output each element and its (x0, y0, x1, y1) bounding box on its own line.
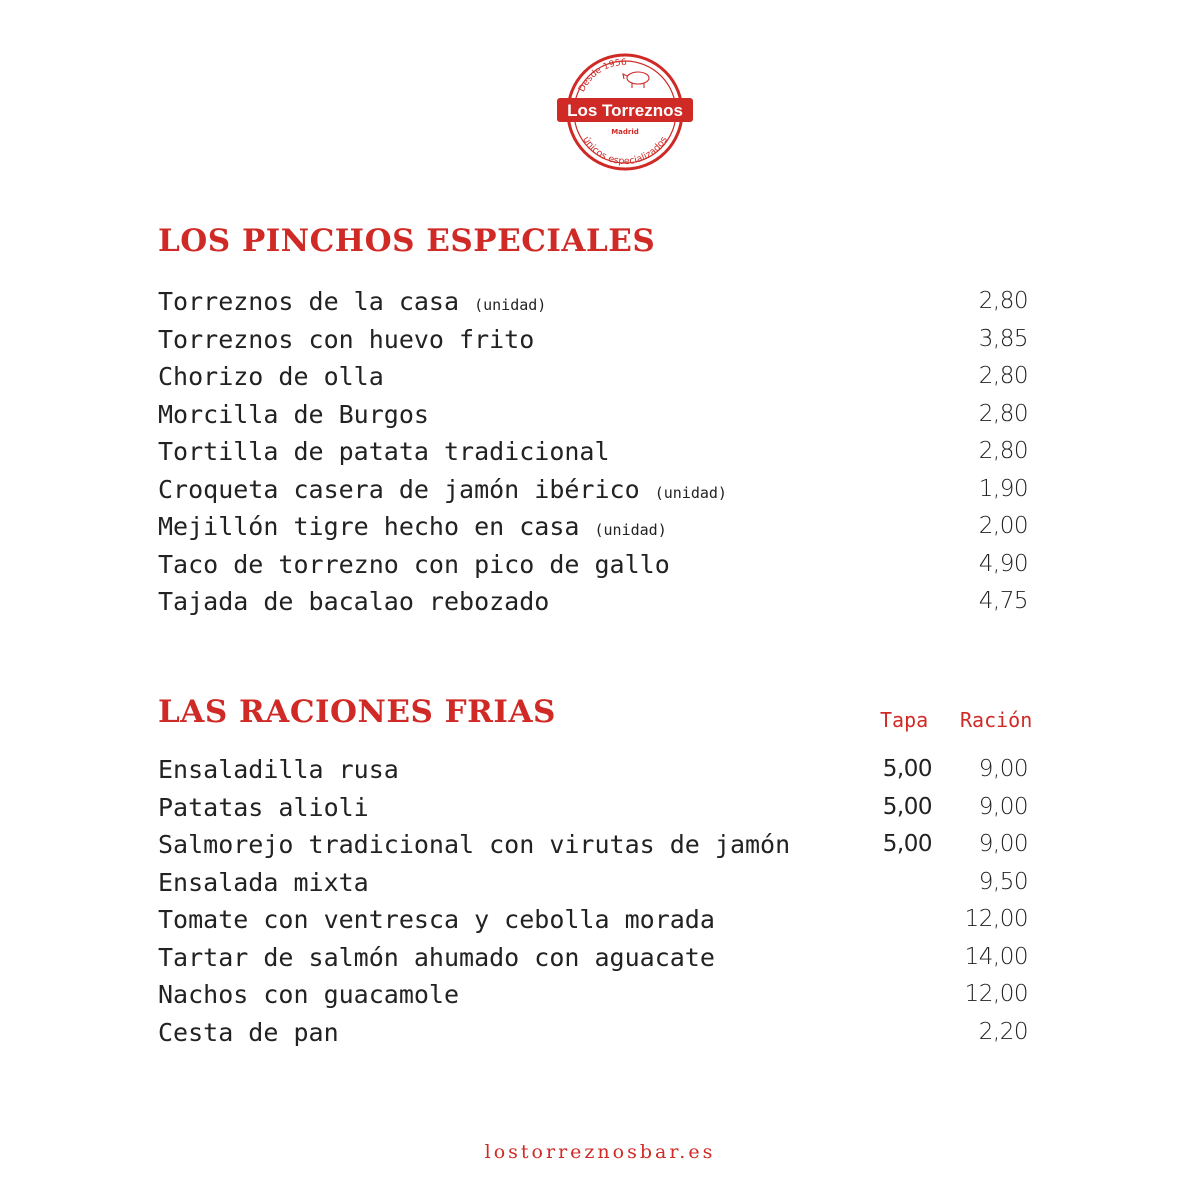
raciones-list (158, 751, 1038, 1051)
item-name: Salmorejo tradicional con virutas de jamón (158, 830, 791, 859)
list-item (158, 826, 1038, 864)
list-item (158, 789, 1038, 827)
item-note: (unidad) (474, 296, 547, 314)
item-name (158, 358, 384, 396)
list-item (158, 901, 1038, 939)
los-torreznos-logo (556, 52, 694, 172)
item-name-text: Mejillón tigre hecho en casa (158, 512, 580, 541)
item-name (158, 433, 610, 471)
item-name (158, 546, 670, 584)
item-note: (unidad) (594, 521, 667, 539)
item-name: Nachos con guacamole (158, 980, 460, 1009)
list-item (158, 976, 1038, 1014)
item-price: 4,75 (978, 588, 1028, 614)
item-name: Ensaladilla rusa (158, 755, 399, 784)
column-header-tapa: Tapa (880, 708, 929, 732)
item-price-racion: 9,50 (978, 868, 1028, 895)
item-price: 3,85 (978, 325, 1028, 352)
item-price-racion: 9,00 (978, 756, 1028, 782)
logo-name: Los Torreznos (567, 101, 683, 120)
logo-top-text: Desde 1956 (577, 57, 627, 94)
list-item (158, 546, 1038, 584)
item-price: 2,00 (978, 513, 1028, 539)
list-item (158, 396, 1038, 434)
item-name: Ensalada mixta (158, 867, 369, 897)
item-price: 2,80 (978, 363, 1028, 389)
list-item (158, 751, 1038, 789)
item-name-text: Taco de torrezno con pico de gallo (158, 549, 670, 579)
item-price-racion: 2,20 (978, 1018, 1028, 1045)
list-item (158, 939, 1038, 977)
item-price: 2,80 (978, 400, 1028, 427)
logo-bottom-text: únicos especializados (580, 134, 670, 168)
item-name: Cesta de pan (158, 1017, 339, 1047)
list-item (158, 358, 1038, 396)
item-name-text: Torreznos con huevo frito (158, 324, 535, 354)
item-price-racion: 12,00 (964, 981, 1028, 1007)
item-price-racion: 9,00 (978, 831, 1028, 857)
section-title-raciones: LAS RACIONES FRIAS (158, 694, 556, 730)
item-name-text: Morcilla de Burgos (158, 399, 429, 429)
item-note: (unidad) (654, 483, 727, 502)
list-item (158, 583, 1038, 621)
svg-text:Desde 1956 (577, 58, 627, 94)
item-name-text: Torreznos de la casa (158, 287, 460, 316)
item-name-text: Chorizo de olla (158, 362, 384, 391)
pinchos-list (158, 283, 1038, 621)
column-header-racion: Ración (960, 708, 1033, 732)
item-price-tapa: 5,00 (882, 831, 932, 857)
logo-city: Madrid (611, 128, 639, 136)
list-item (158, 433, 1038, 471)
list-item (158, 1014, 1038, 1052)
list-item (158, 471, 1038, 509)
item-price: 2,80 (978, 288, 1028, 314)
item-name-text: Croqueta casera de jamón ibérico (158, 474, 640, 504)
item-name (158, 508, 667, 550)
item-price: 4,90 (978, 550, 1028, 577)
item-name: Tartar de salmón ahumado con aguacate (158, 942, 715, 972)
item-price-tapa: 5,00 (882, 793, 932, 820)
pig-icon (623, 72, 649, 88)
list-item (158, 508, 1038, 546)
svg-text:únicos especializados (580, 135, 670, 167)
item-price: 1,90 (978, 475, 1028, 502)
item-name: Tomate con ventresca y cebolla morada (158, 905, 715, 934)
list-item (158, 864, 1038, 902)
item-name-text: Tajada de bacalao rebozado (158, 587, 550, 616)
item-name (158, 321, 534, 359)
item-name (158, 283, 546, 325)
section-title-pinchos: LOS PINCHOS ESPECIALES (158, 223, 656, 259)
item-name: Patatas alioli (158, 792, 369, 822)
item-name (158, 396, 429, 434)
item-price-racion: 12,00 (964, 906, 1028, 932)
item-price-racion: 14,00 (964, 943, 1028, 970)
list-item (158, 321, 1038, 359)
footer-website: lostorreznosbar.es (484, 1141, 716, 1163)
item-name-text: Tortilla de patata tradicional (158, 437, 610, 466)
item-price: 2,80 (978, 438, 1028, 464)
item-price-racion: 9,00 (978, 793, 1028, 820)
item-name (158, 471, 727, 513)
list-item (158, 283, 1038, 321)
item-name (158, 583, 549, 621)
item-price-tapa: 5,00 (882, 756, 932, 782)
